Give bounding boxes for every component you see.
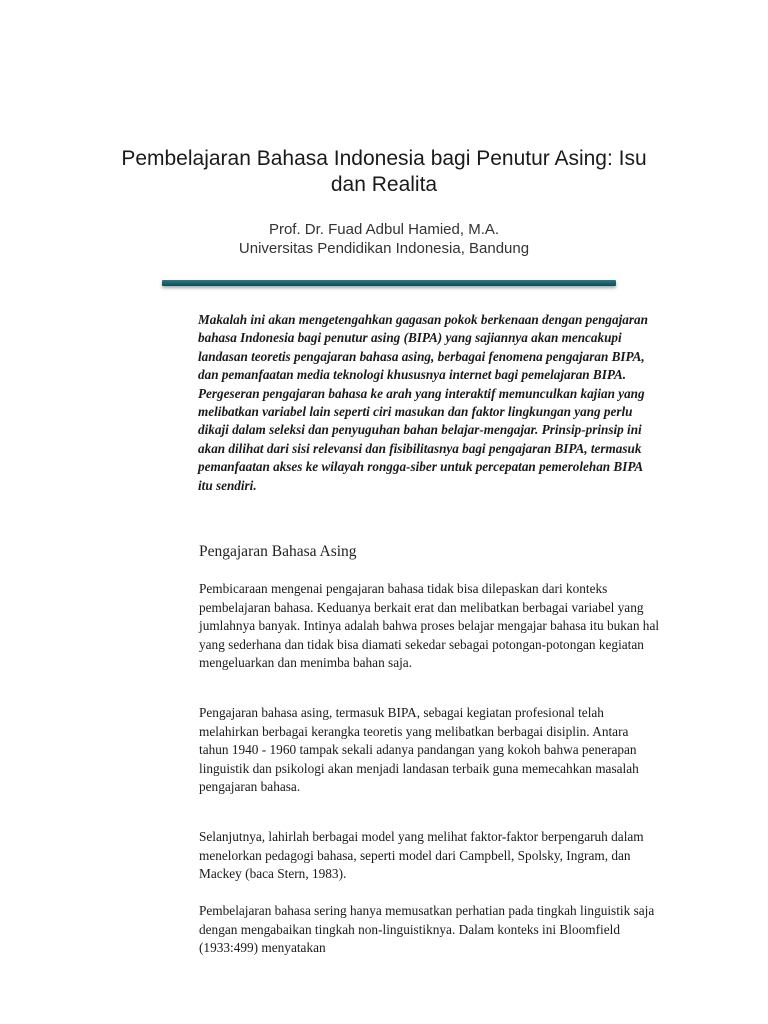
title-divider [162,280,616,286]
abstract: Makalah ini akan mengetengahkan gagasan pokok berkenaan dengan pengajaran bahasa Indonesia bagi penutur asing (BIPA) yang sajiannya akan mencakupi landasan teoretis pengajaran bahasa asing, berbagai fenomena pengajaran BIPA, dan pemanfaatan media teknologi khususnya internet bagi pemelajaran BIPA. Pergeseran pengajaran bahasa ke arah yang interaktif memunculkan kajian yang melibatkan variabel lain seperti ciri masukan dan faktor lingkungan yang perlu dikaji dalam seleksi dan penyuguhan bahan belajar-mengajar. Prinsip-prinsip ini akan dilihat dari sisi relevansi dan fisibilitasnya bagi pengajaran BIPA, termasuk pemanfaatan akses ke wilayah rongga-siber untuk percepatan pemerolehan BIPA itu sendiri. [198,312,648,493]
section-heading: Pengajaran Bahasa Asing [199,543,357,560]
author-name: Prof. Dr. Fuad Adbul Hamied, M.A. [268,221,500,238]
body-paragraph: Pengajaran bahasa asing, termasuk BIPA, sebagai kegiatan profesional telah melahirkan berbagai kerangka teoretis yang melibatkan berbagai disiplin. Antara tahun 1940 - 1960 tampak sekali adanya pandangan yang kokoh bahwa penerapan linguistik dan psikologi akan menjadi landasan terbaik guna memecahkan masalah pengajaran bahasa. [199,705,639,795]
body-paragraph: Pembicaraan mengenai pengajaran bahasa tidak bisa dilepaskan dari konteks pembelajaran bahasa. Keduanya berkait erat dan melibatkan berbagai variabel yang jumlahnya banyak. Intinya adalah bahwa proses belajar mengajar bahasa itu bukan hal yang sederhana dan tidak bisa diamati sekedar sebagai potongan-potongan kegiatan mengeluarkan dan menimba bahan saja. [199,581,660,671]
author-affiliation: Universitas Pendidikan Indonesia, Bandung [238,240,530,257]
body-paragraph: Selanjutnya, lahirlah berbagai model yang melihat faktor-faktor berpengaruh dalam menelorkan pedagogi bahasa, seperti model dari Campbell, Spolsky, Ingram, dan Mackey (baca Stern, 1983). [199,829,644,882]
document-title: Pembelajaran Bahasa Indonesia bagi Penutur Asing: Isu dan Realita [121,147,647,196]
body-paragraph: Pembelajaran bahasa sering hanya memusatkan perhatian pada tingkah linguistik saja dengan mengabaikan tingkah non-linguistiknya. Dalam konteks ini Bloomfield (1933:499) menyatakan [199,903,655,956]
